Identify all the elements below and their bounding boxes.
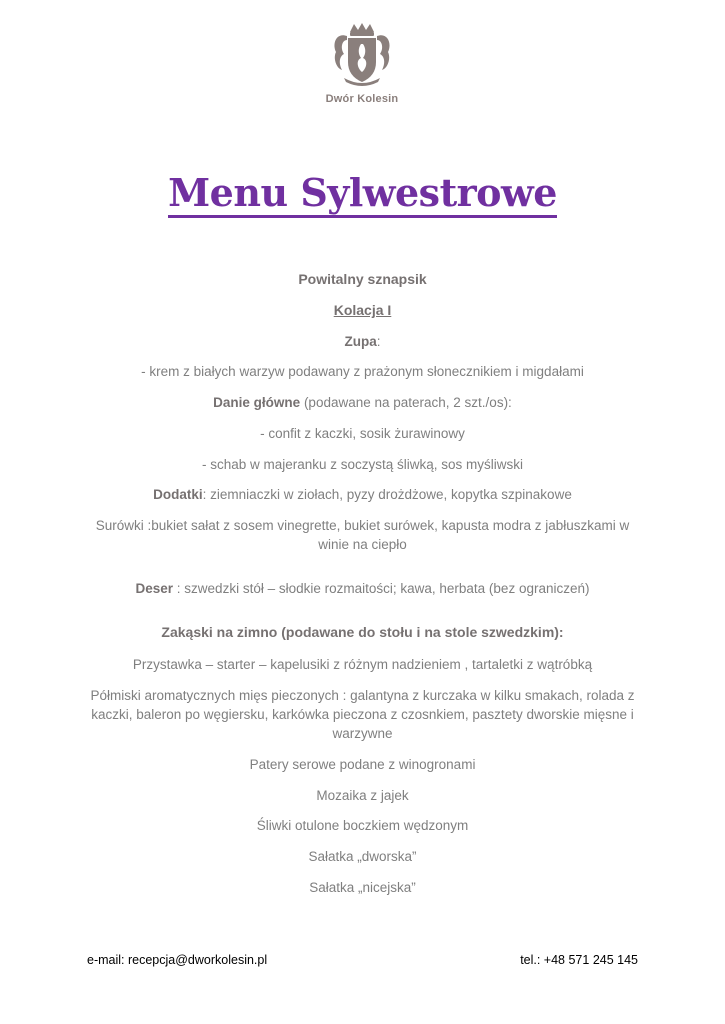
platters-line: Półmiski aromatycznych mięs pieczonych : galantyna z kurczaka w kilku smakach, rolada z [90,688,635,703]
sides: Dodatki: ziemniaczki w ziołach, pyzy drożdżowe, kopytka szpinakowe [153,487,572,502]
page-title: Menu Sylwestrowe [0,170,725,215]
platters-line: kaczki, baleron po węgiersku, karkówka pieczona z czosnkiem, pasztety dworskie mięsne i [91,707,634,722]
logo-name: Dwór Kolesin [325,93,399,105]
dinner-heading: Kolacja I [333,302,392,318]
platters-line: warzywne [332,726,393,741]
crest-icon [330,22,394,90]
footer-phone[interactable]: tel.: +48 571 245 145 [520,953,638,967]
main-course-item: - schab w majeranku z soczystą śliwką, sos myśliwski [201,457,524,472]
main-course-item: - confit z kaczki, sosik żurawinowy [260,426,465,441]
soup-heading: Zupa: [344,334,381,349]
logo [323,22,401,118]
starter: Przystawka – starter – kapelusiki z różnym nadzieniem , tartaletki z wątróbką [132,657,593,672]
cold-appetizers-heading: Zakąski na zimno (podawane do stołu i na stole szwedzkim): [161,624,564,640]
salads-line: Surówki :bukiet sałat z sosem vinegrette, bukiet surówek, kapusta modra z jabłuszkami w [95,518,630,533]
dessert: Deser : szwedzki stół – słodkie rozmaitości; kawa, herbata (bez ograniczeń) [135,581,590,596]
salads-line: winie na ciepło [318,537,407,552]
salad-dworska: Sałatka „dworska” [308,849,417,864]
cheese-platter: Patery serowe podane z winogronami [249,757,476,772]
welcome-drink: Powitalny sznapsik [298,271,427,287]
egg-mosaic: Mozaika z jajek [316,788,409,803]
main-course-heading: Danie główne (podawane na paterach, 2 szt./os): [213,395,512,410]
soup-item: - krem z białych warzyw podawany z prażonym słonecznikiem i migdałami [141,364,584,379]
footer-email[interactable]: e-mail: recepcja@dworkolesin.pl [87,953,268,967]
salad-nicejska: Sałatka „nicejska” [309,880,416,895]
plums-bacon: Śliwki otulone boczkiem wędzonym [256,818,469,833]
